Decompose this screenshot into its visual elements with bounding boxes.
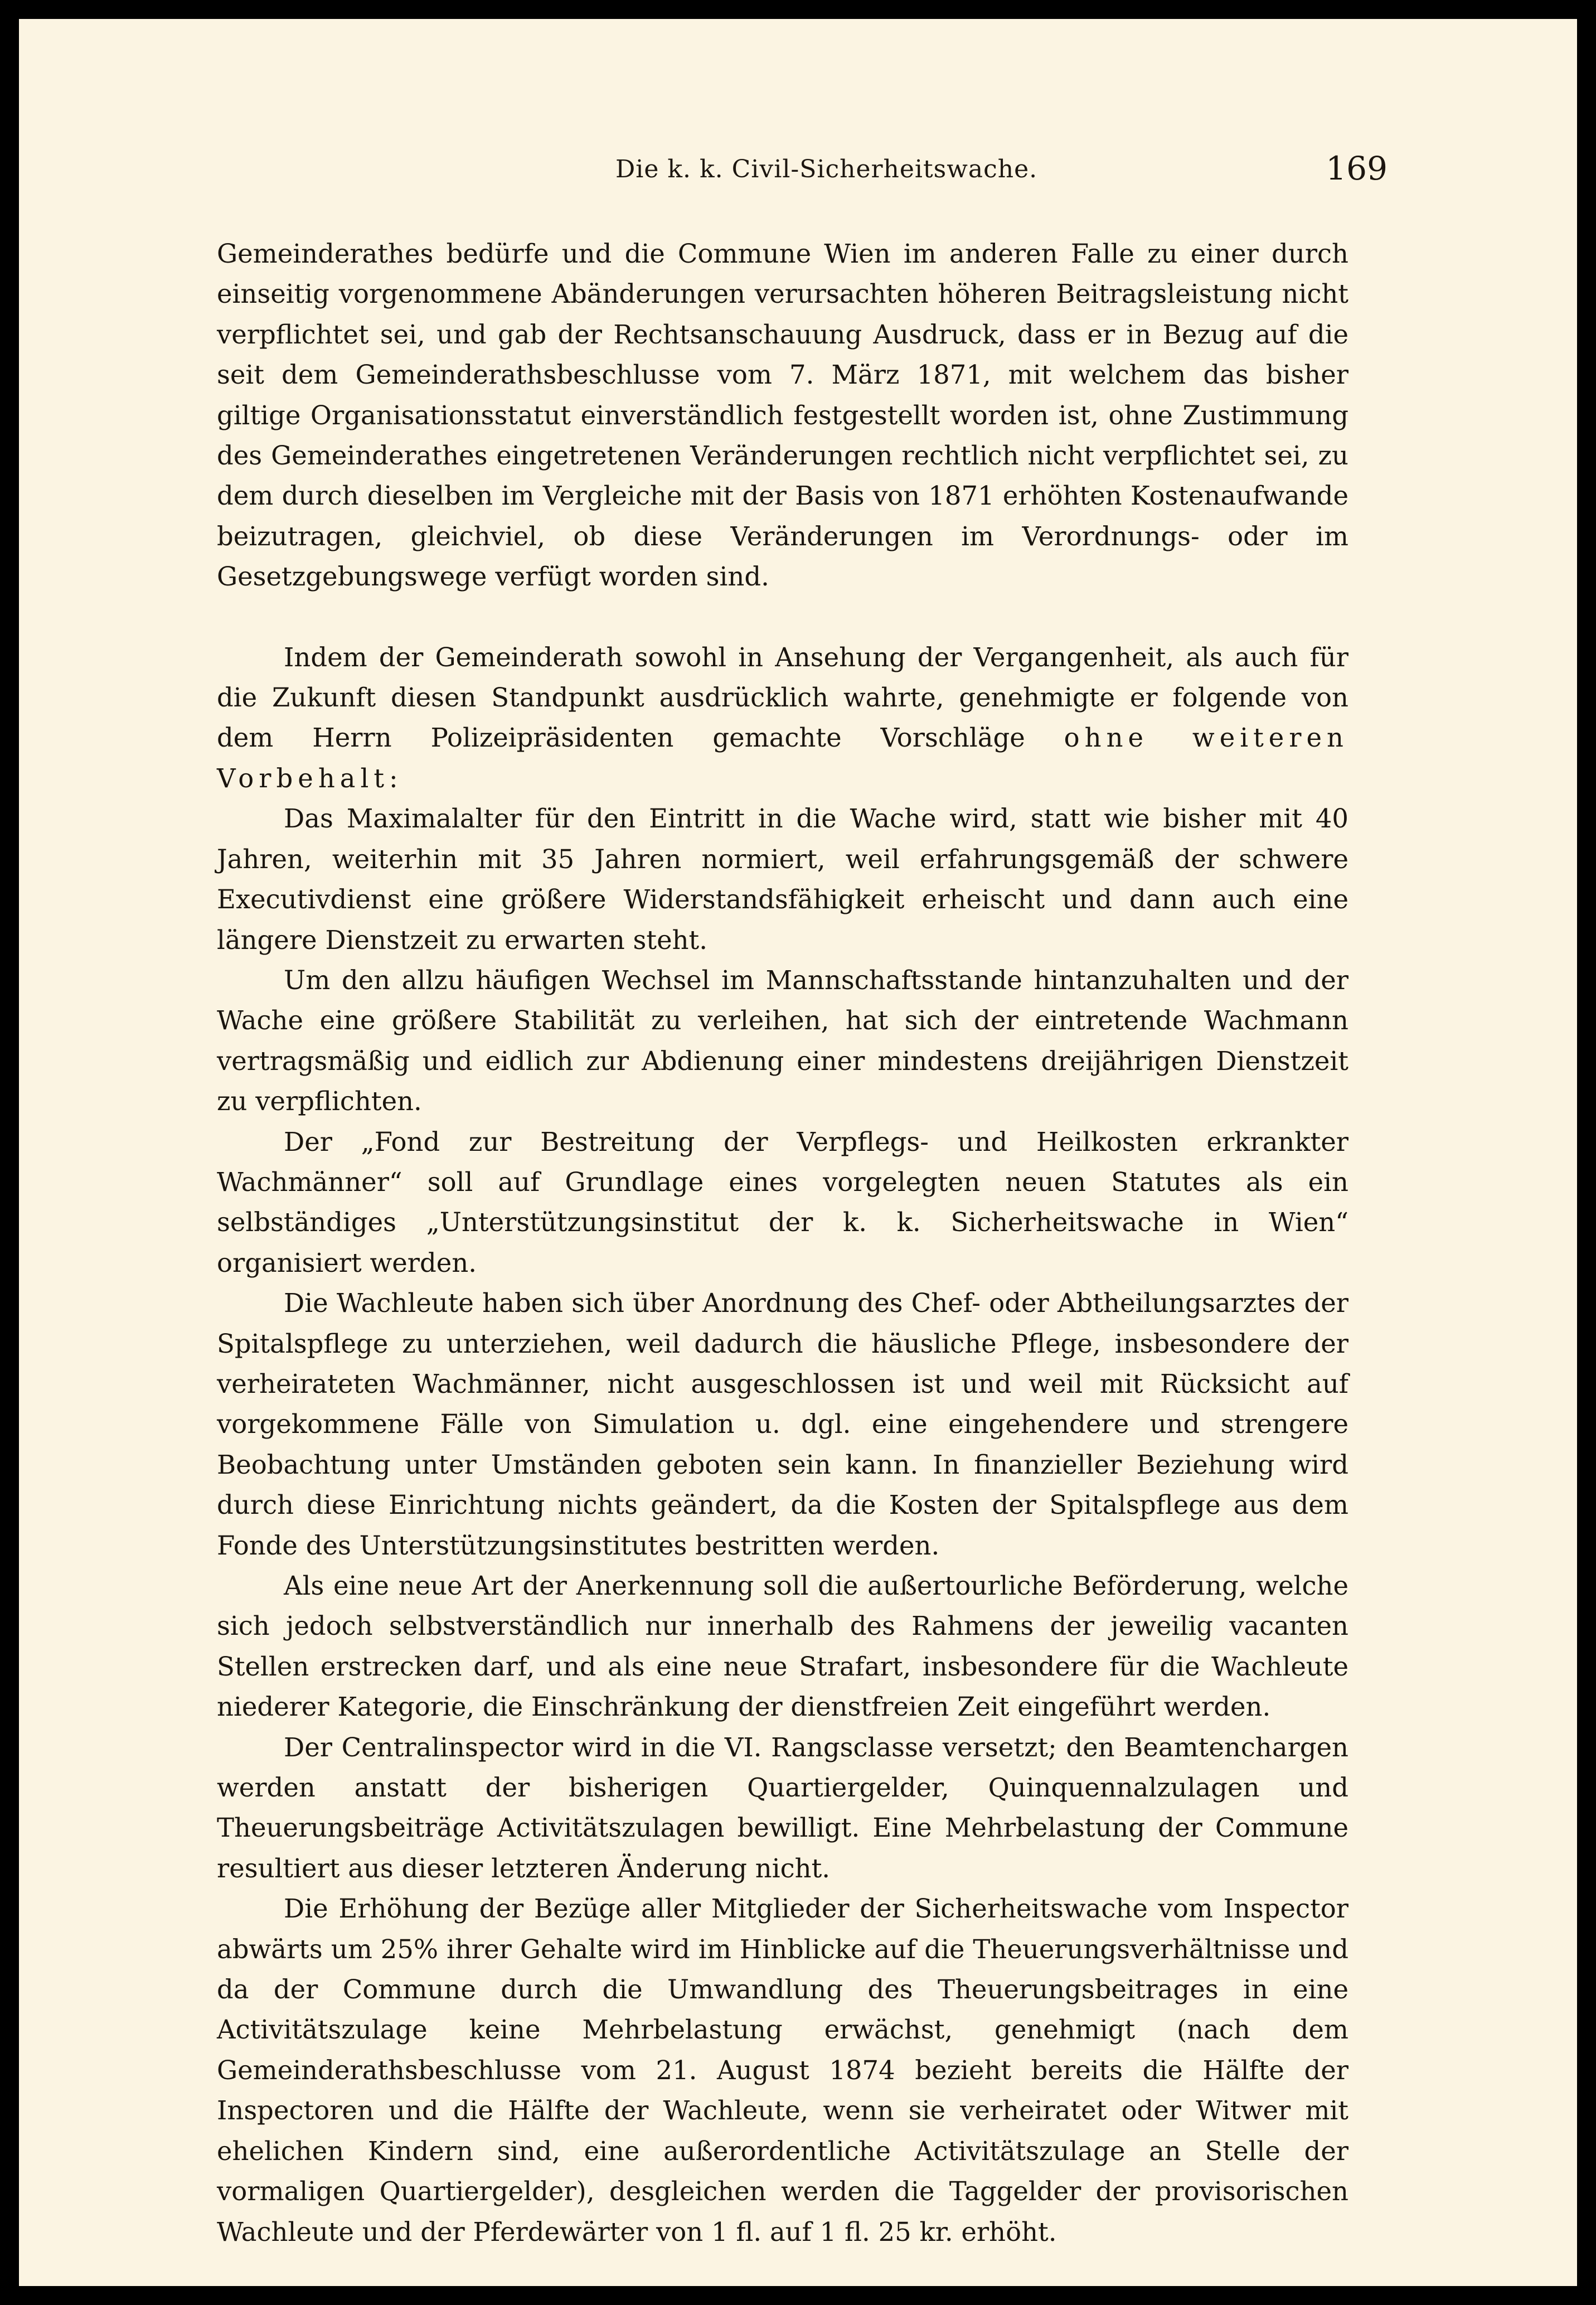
paragraph: Der „Fond zur Bestreitung der Verpflegs- und Heilkosten erkrankter Wachmänner“ soll auf Grundlage eines vorgelegten neuen Statutes als ein selbständiges „Unterstützungsinstitut der k. k. Sicherheitswache in Wien“ organisiert werden. [217,1126,1348,1278]
paragraph: Das Maximalalter für den Eintritt in die Wache wird, statt wie bisher mit 40 Jahren, weiterhin mit 35 Jahren normiert, weil erfahrungsgemäß der schwere Executivdienst eine größere Widerstandsfähigkeit erheischt und dann auch eine längere Dienstzeit zu erwarten steht. [217,803,1348,955]
paragraph: Die Wachleute haben sich über Anordnung des Chef- oder Abtheilungsarztes der Spitalspflege zu unterziehen, weil dadurch die häusliche Pflege, insbesondere der verheirateten Wachmänner, nicht ausgeschlossen ist und weil mit Rücksicht auf vorgekommene Fälle von Simulation u. dgl. eine eingehendere und strengere Beobachtung unter Umständen geboten sein kann. In finanzieller Beziehung wird durch diese Einrichtung nichts geändert, da die Kosten der Spitalspflege aus dem Fonde des Unterstützungsinstitutes bestritten werden. [217,1288,1348,1561]
body-text [217,234,1348,2252]
paragraph [217,637,1348,799]
spaced-emphasis: ohne weiteren Vorbehalt: [217,723,1348,793]
page-sheet [19,19,1577,2286]
paragraph: Als eine neue Art der Anerkennung soll die außertourliche Beförderung, welche sich jedoch selbstverständlich nur innerhalb des Rahmens der jeweilig vacanten Stellen erstrecken darf, und als eine neue Strafart, insbesondere für die Wachleute niederer Kategorie, die Einschränkung der dienstfreien Zeit eingeführt werden. [217,1571,1348,1722]
paragraph-continuation: Gemeinderathes bedürfe und die Commune Wien im anderen Falle zu einer durch einseitig vorgenommene Abänderungen verursachten höheren Beitragsleistung nicht verpflichtet sei, und gab der Rechtsanschauung Ausdruck, dass er in Bezug auf die seit dem Gemeinderathsbeschlusse vom 7. März 1871, mit welchem das bisher giltige Organisationsstatut einverständlich festgestellt worden ist, ohne Zustimmung des Gemeinderathes eingetretenen Veränderungen rechtlich nicht verpflichtet sei, zu dem durch dieselben im Vergleiche mit der Basis von 1871 erhöhten Kostenaufwande beizutragen, gleichviel, ob diese Veränderungen im Verordnungs- oder im Gesetzgebungswege verfügt worden sind. [217,239,1348,592]
paragraph: Um den allzu häufigen Wechsel im Mannschaftsstande hintanzuhalten und der Wache eine größere Stabilität zu verleihen, hat sich der eintretende Wachmann vertragsmäßig und eidlich zur Abdienung einer mindestens dreijährigen Dienstzeit zu verpflichten. [217,965,1348,1117]
running-title: Die k. k. Civil-Sicherheitswache. [615,155,1038,183]
paragraph: Der Centralinspector wird in die VI. Rangsclasse versetzt; den Beamtenchargen werden anstatt der bisherigen Quartiergelder, Quinquennalzulagen und Theuerungsbeiträge Activitätszulagen bewilligt. Eine Mehrbelastung der Commune resultiert aus dieser letzteren Änderung nicht. [217,1732,1348,1883]
page-header [231,147,1388,197]
paragraph: Die Erhöhung der Bezüge aller Mitglieder der Sicherheitswache vom Inspector abwärts um 25% ihrer Gehalte wird im Hinblicke auf die Theuerungsverhältnisse und da der Commune durch die Umwandlung des Theuerungsbeitrages in eine Activitätszulage keine Mehrbelastung erwächst, genehmigt (nach dem Gemeinderathsbeschlusse vom 21. August 1874 bezieht bereits die Hälfte der Inspectoren und die Hälfte der Wachleute, wenn sie verheiratet oder Witwer mit ehelichen Kindern sind, eine außerordentliche Activitätszulage an Stelle der vormaligen Quartiergelder), desgleichen werden die Taggelder der provisorischen Wachleute und der Pferdewärter von 1 fl. auf 1 fl. 25 kr. erhöht. [217,1894,1348,2247]
page-number: 169 [1326,149,1388,187]
paragraph-text: Indem der Gemeinderath sowohl in Ansehung der Vergangenheit, als auch für die Zukunft diesen Standpunkt ausdrücklich wahrte, genehmigte er folgende von dem Herrn Polizeipräsidenten gemachte Vorschläge [217,642,1348,753]
